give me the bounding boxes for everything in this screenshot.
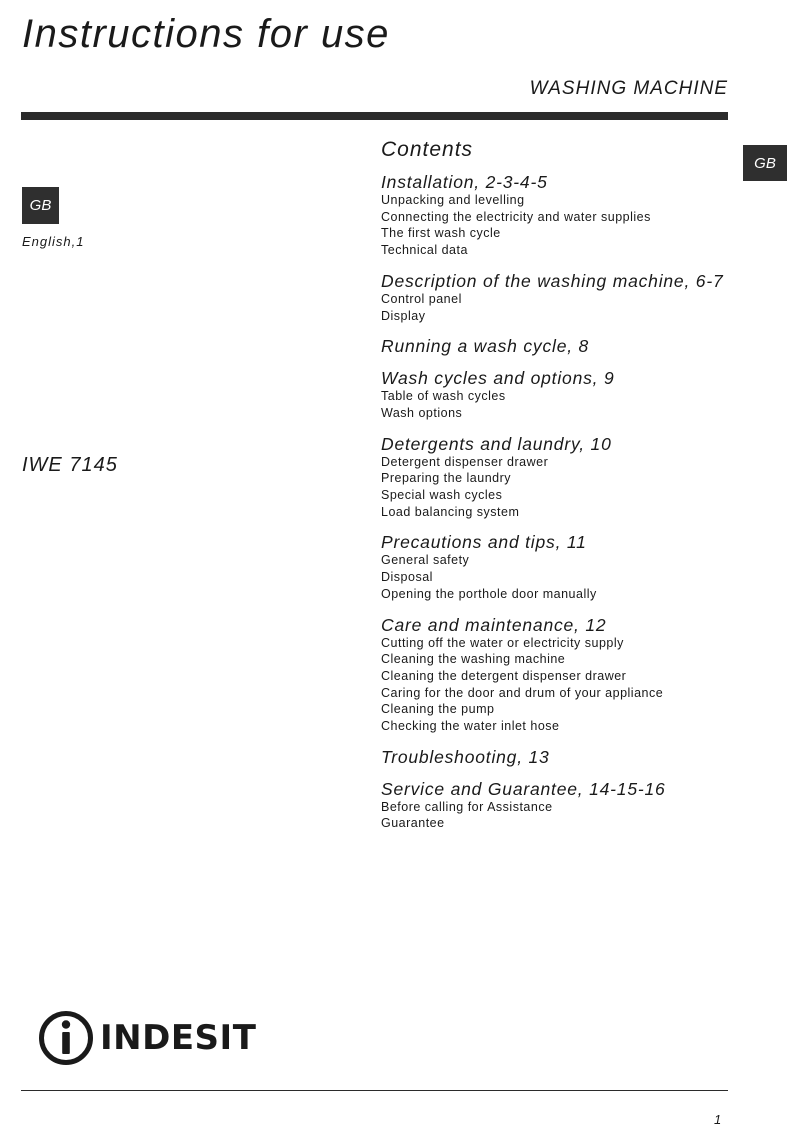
toc-subitem: Connecting the electricity and water supplies [381, 209, 651, 224]
toc-section [381, 271, 741, 324]
toc-section-list [381, 172, 741, 832]
toc-subitem: Wash options [381, 405, 463, 420]
toc-section-heading: Service and Guarantee, 14-15-16 [381, 778, 666, 799]
header-rule [21, 112, 728, 120]
toc-subitem: Before calling for Assistance [381, 799, 553, 814]
toc-section-heading: Description of the washing machine, 6-7 [381, 270, 724, 291]
toc-subitem: Caring for the door and drum of your appliance [381, 685, 664, 700]
toc-subitem: Table of wash cycles [381, 389, 506, 404]
toc-subitem: The first wash cycle [381, 226, 501, 241]
toc-subitem: Detergent dispenser drawer [381, 454, 549, 469]
language-badge: GB [22, 187, 59, 224]
page-number: 1 [714, 1112, 722, 1127]
contents-title: Contents [381, 138, 474, 161]
toc-section [381, 336, 741, 356]
model-number: IWE 7145 [22, 454, 118, 476]
table-of-contents [381, 138, 741, 844]
footer-rule [21, 1090, 728, 1091]
toc-section [381, 532, 741, 602]
toc-subitem: Technical data [381, 243, 468, 258]
toc-subitem: Cleaning the detergent dispenser drawer [381, 668, 627, 683]
toc-subitem: Load balancing system [381, 504, 520, 519]
language-tab: GB [743, 145, 787, 181]
toc-subitem: Guarantee [381, 816, 445, 831]
toc-subitem: Display [381, 308, 426, 323]
toc-section [381, 434, 741, 521]
toc-section-heading: Precautions and tips, 11 [381, 532, 587, 553]
page-title: Instructions for use [22, 12, 390, 56]
language-note: English,1 [22, 234, 85, 249]
brand-name: INDESIT [100, 1018, 257, 1058]
toc-subitem: Cutting off the water or electricity supply [381, 635, 624, 650]
toc-section-heading: Installation, 2-3-4-5 [381, 172, 548, 192]
toc-subitem: Control panel [381, 291, 462, 306]
toc-section [381, 615, 741, 735]
toc-section [381, 172, 741, 259]
toc-section [381, 368, 741, 421]
product-type: WASHING MACHINE [529, 78, 728, 99]
toc-subitem: Opening the porthole door manually [381, 586, 597, 601]
toc-subitem: Cleaning the pump [381, 702, 495, 717]
brand-logo [38, 1010, 256, 1066]
toc-section [381, 747, 741, 767]
toc-subitem: Checking the water inlet hose [381, 719, 560, 734]
toc-section-heading: Detergents and laundry, 10 [381, 433, 612, 454]
toc-section-heading: Troubleshooting, 13 [381, 746, 550, 767]
toc-section [381, 779, 741, 832]
indesit-i-icon [38, 1010, 94, 1066]
toc-subitem: Special wash cycles [381, 488, 503, 503]
toc-subitem: Unpacking and levelling [381, 193, 525, 207]
toc-subitem: General safety [381, 553, 470, 568]
toc-subitem: Cleaning the washing machine [381, 652, 566, 667]
toc-subitem: Disposal [381, 570, 433, 585]
toc-subitem: Preparing the laundry [381, 471, 512, 486]
toc-section-heading: Care and maintenance, 12 [381, 614, 607, 635]
toc-section-heading: Wash cycles and options, 9 [381, 368, 615, 389]
toc-section-heading: Running a wash cycle, 8 [381, 336, 590, 357]
